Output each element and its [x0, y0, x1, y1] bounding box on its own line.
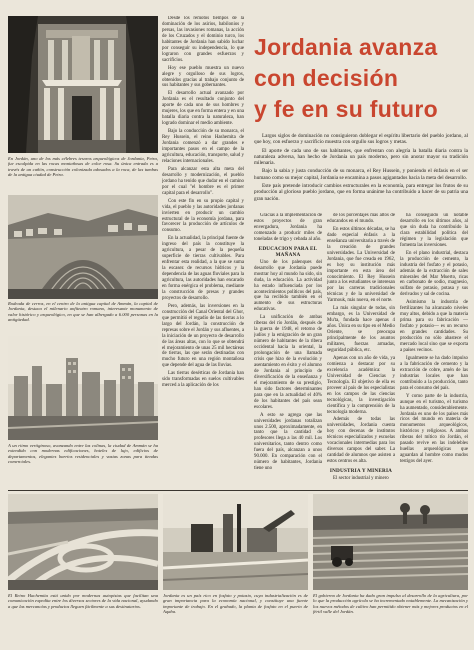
- farm-photo: [313, 494, 468, 590]
- paragraph: Bajo la conducción de su monarca, el Rey Hussein, el reino Hashemita de Jordania comenzó a dar grandes e importantes pasos en el campo de la agricultura, educación, transporte, salud y relaciones internacionales.: [162, 129, 244, 164]
- paragraph: Y como parte de la industria, aunque en el turismo, el turismo ha aumentado, considerablemente. Jordania es uno de los países más ricos del mundo en materia de monumentos arqueológicos, históricos y religiosos. A ambas riberas del mítico río Jordán, el pasado revive en las indelebles huellas arqueológicas que aguardan al hombre como mudos testigos del ayer.: [400, 393, 468, 465]
- paragraph: Pero, además, las inversiones en la construcción del Canal Oriental del Ghor, que permitió el regadío de las tierras a lo largo del Jordán, la construcción de represas sobre el Jordán y sus afluentes, a la iniciación de un proyecto de desarrollo de las áreas altas, con lo que se obtendrá el mejoramiento de unas 25 mil hectáreas de tierras, las que serán destinadas con mucho futuro en una región montañosa que depende del agua de las lluvias.: [162, 303, 244, 369]
- paragraph: En la actualidad, la principal fuente de ingreso del país la constituye la agricultura, a pesar de la pequeña superficie de tierras cultivables. Para enfrentar esta realidad, a la que se suma la escasez de recursos hídricos y la dependencia de las aguas fluviales para la agricultura, las autoridades han encarado en forma enérgica el problema, mediante la construcción de presas y grandes proyectos de desarrollo.: [162, 236, 244, 301]
- article-column-3: [327, 213, 395, 485]
- paragraph: Asimismo la industria de fertilizantes ha alcanzado niveles muy altos, debido a que la materia prima para su fabricación —fosfato y potasio— es un recurso en grandes cantidades. Su producción no sólo abastece el mercado local sino que se exporta a países vecinos.: [400, 300, 468, 353]
- section-heading-industry: INDUSTRIA Y MINERIA: [329, 468, 393, 475]
- section-heading-education: EDUCACION PARA EL MAÑANA: [258, 245, 318, 258]
- paragraph: Además de todas las universidades, Jordania cuenta hoy con decenas de institutos técnicos especializados y escuelas vocacionales intermedias para los diversos campos del saber. La cantidad de alumnos que asisten a estos centros es alta.: [327, 417, 395, 465]
- paragraph: El desarrollo actual avanzado por Jordania es el resultado conjunto del aporte de cada uno de sus hombres y mujeres, los que en forma entera y en una batalla diaria contra la naturaleza, han logrado dominar el medio ambiente.: [162, 91, 244, 127]
- paragraph: Apenas con un año de vida, ya comienza a destacar por su excelencia académica: la Universidad de Ciencias y Tecnología. El objetivo de ella es proveer al país de los especialistas en los campos de las ciencias tecnológicas, la investigación científica y la comprensión de la tecnología moderna.: [327, 355, 395, 415]
- headline: [254, 32, 468, 125]
- petra-photo: [8, 16, 158, 153]
- city-photo: [8, 336, 158, 440]
- paragraph: En estos últimos décadas, se ha dado especial énfasis a la enseñanza universitaria a través de la creación de grandes universidades. La Universidad de Jordania, que fue creada en 1962, es hoy su institución más importante en esta área del conocimiento. El Rey Hussein junto a los estudiantes se interesan por las carreras tradicionales técnicas y de la universidad de Yarmouk, más nueva, en el norte.: [327, 226, 395, 304]
- paragraph: Hoy ese pueblo muestra un nuevo alegre y orgulloso de sus logros, obtenidos gracias al trabajo conjunto de sus habitantes y sus gobernantes.: [162, 65, 244, 89]
- lead-paragraphs: [254, 133, 468, 204]
- petra-caption: En Jordán, uno de los más célebres tesoros arqueológicos de Jordania, Petra, fue esculpida en las rocas montañosas de color rosa. Su única entrada es a través de un cañón, construcción colonizada adosados a la roca, de las tumbas de la antigua ciudad de Petra.: [8, 156, 158, 178]
- city-caption: A un ritmo vertiginoso, avanzando entre las colinas, la ciudad de Ammán se ha extendido con modernas edificaciones, hoteles de lujo, edificios de departamentos, elegantes barrios residenciales y vastas zonas para tiendas comerciales.: [8, 443, 158, 465]
- paragraph: La unificación de ambas riberas del río Jordán, después de la guerra de 1948, el retorno de judíos y la emigración de un gran número de habitantes de la ribera occidental hacia la oriental, la prolongación de una llamada crisis que hizo de la evolución y asentamiento en éxito y el alumno de Jordania al principio de diversificación de la enseñanza y el mejoramiento de su prestigio, han sido factores determinantes para que en la actualidad el 40% de los habitantes del país sean escolares.: [254, 315, 322, 410]
- paragraph: El sector industrial y minero: [333, 476, 389, 482]
- headline-line-2: con decisión: [254, 65, 399, 91]
- paragraph: de los porcentajes más altos de educandos en el mundo.: [327, 213, 395, 224]
- paragraph: Desde los remotos tiempos de la dominación de los asirios, babilonios y persas, las invasiones romanas, la acción de los Cruzados y el dominio turco, los habitantes de Jordania han sabido luchar por conseguir su independencia, lo que lograron con grandes esfuerzos y sacrificios.: [162, 16, 244, 63]
- amphitheater-photo: [8, 195, 158, 299]
- paragraph: A esto se agrega que las universidades jordanas totalizan unos 2.500, aproximadamente, en tanto que la cantidad de profesores llega a las 40 mil. Los universitarios, tanto dentro como fuera del país, alcanzan a unos 90.000. En comparación con el número de habitantes, Jordania tiene uno: [254, 412, 322, 472]
- paragraph: Igualmente se ha dado impulso a la fabricación de cemento y la extracción de cobre, amén de las industrias locales que han contribuido a la producción, tanto para el consumo del país.: [400, 355, 468, 391]
- amphitheater-caption: Rodeada de cerros, en el centro de la antigua capital de Ammán, la capital de Jordania, destaca el milenario anfiteatro romano, interesante monumento de valor histórico y arqueológico, en que se han albergado a 6.000 personas en la antigüedad.: [8, 301, 158, 323]
- headline-line-1: Jordania avanza: [254, 34, 438, 60]
- article-column-1: [162, 16, 244, 436]
- lead-paragraph: El aporte de cada uno de sus habitantes, que enfrentan con alegría la batalla diaria contra la naturaleza adversa, han hecho de Jordania un país moderno, pero sin anorar mayor su tradición milenaria.: [254, 147, 468, 167]
- lead-paragraph: Este país pretende introducir cambios estructurales en la economía, para entregar los frutos de su producción al glorioso pueblo jordano, que en forma unánime ha contribuido a hacer de su patria una gran nación.: [254, 183, 468, 202]
- divider: [8, 490, 468, 491]
- highway-photo: [8, 494, 158, 590]
- paragraph: En el plano industrial, destaca la producción de cemento, la industria del fosfato y el potasio, además de la extracción de sales minerales del Mar Muerto, ricas en carbonato de sodio, magnesio, sulfato de potasio, potasa y sus derivados y sal de cocina.: [400, 250, 468, 298]
- lead-paragraph: Largos siglos de dominación no consiguieron doblegar el espíritu libertario del pueblo jordano, al que hoy, con esfuerzo y sacrificio muestra con orgullo sus logros y metas.: [254, 133, 468, 146]
- lead-paragraph: Bajo la sabia y justa conducción de su monarca, el Rey Hussein, y poniendo el énfasis en el ser humano como su mejor capital, Jordania se encamina a pasos agigantados hacia la meta del desarrollo.: [254, 168, 468, 181]
- article-column-2: [254, 213, 322, 485]
- paragraph: Gracias a la implementación de estos proyectos de gran envergadura, Jordania ha comenzado a producir miles de toneladas de trigo y cebada al año.: [254, 213, 322, 242]
- highway-caption: El Reino Hachemita está unido por modernas autopistas que facilitan una comunicación expedita entre los diversos sectores de la vida nacional, ayudando a que las mercancías y productos lleguen fácilmente a sus destinatarios.: [8, 593, 158, 609]
- paragraph: Con este fin en su propio capital y vida, el pueblo y las autoridades jordanas invierten en producir un cambio estructural de la economía jordana, para favorecer la producción de artículos de consumo.: [162, 198, 244, 234]
- industrial-port-photo: [163, 494, 308, 590]
- farm-caption: El gobierno de Jordania ha dado gran impulso al desarrollo de la agricultura, por lo que la producción agrícola se ha incrementado notablemente. La mecanización y los nuevos métodos de cultivo han permitido obtener más y mejores productos en el fértil valle del Jordán.: [313, 593, 468, 615]
- industrial-port-caption: Jordania es un país rico en fosfato y potasio, cuya industrialización es de gran importancia para la economía nacional, y constituye una fuente importante de trabajo. En el grabado, la planta de fosfato en el puerto de Aqaba.: [163, 593, 308, 615]
- headline-line-3: y fe en su futuro: [254, 96, 439, 122]
- paragraph: ha conseguido un notable desarrollo en los últimos años, al que sin duda ha contribuido la clara estabilidad política del régimen y la legislación que fomenta las inversiones.: [400, 213, 468, 248]
- paragraph: La más singular de todas, sin embargo, es la Universidad de Mu'ta, fundada hace apenas 4 años. Única en su tipo en el Medio Oriente, se preocupa principalmente de los asuntos militares, fuerzas armadas, seguridad pública, etc.: [327, 306, 395, 353]
- paragraph: Para alcanzar esta alta meta del desarrollo y modernización, el pueblo jordano ha tenido que dudar en el camino por el cual "el hombre es el primer capital para el desarrollo".: [162, 166, 244, 196]
- paragraph: Las tierras desérticas de Jordania han sido transformadas en suelos cultivables merced a la aplicación de los: [162, 371, 244, 389]
- paragraph: Uno de los palenques del desarrollo que Jordania puede mostrar hoy al mundo ha sido, sin duda, la educación. La actividad ha estado influenciada por los acontecimientos políticos del país, que ha recibido también en el aumento de sus estructuras educativas.: [254, 259, 322, 313]
- article-column-4: [400, 213, 468, 485]
